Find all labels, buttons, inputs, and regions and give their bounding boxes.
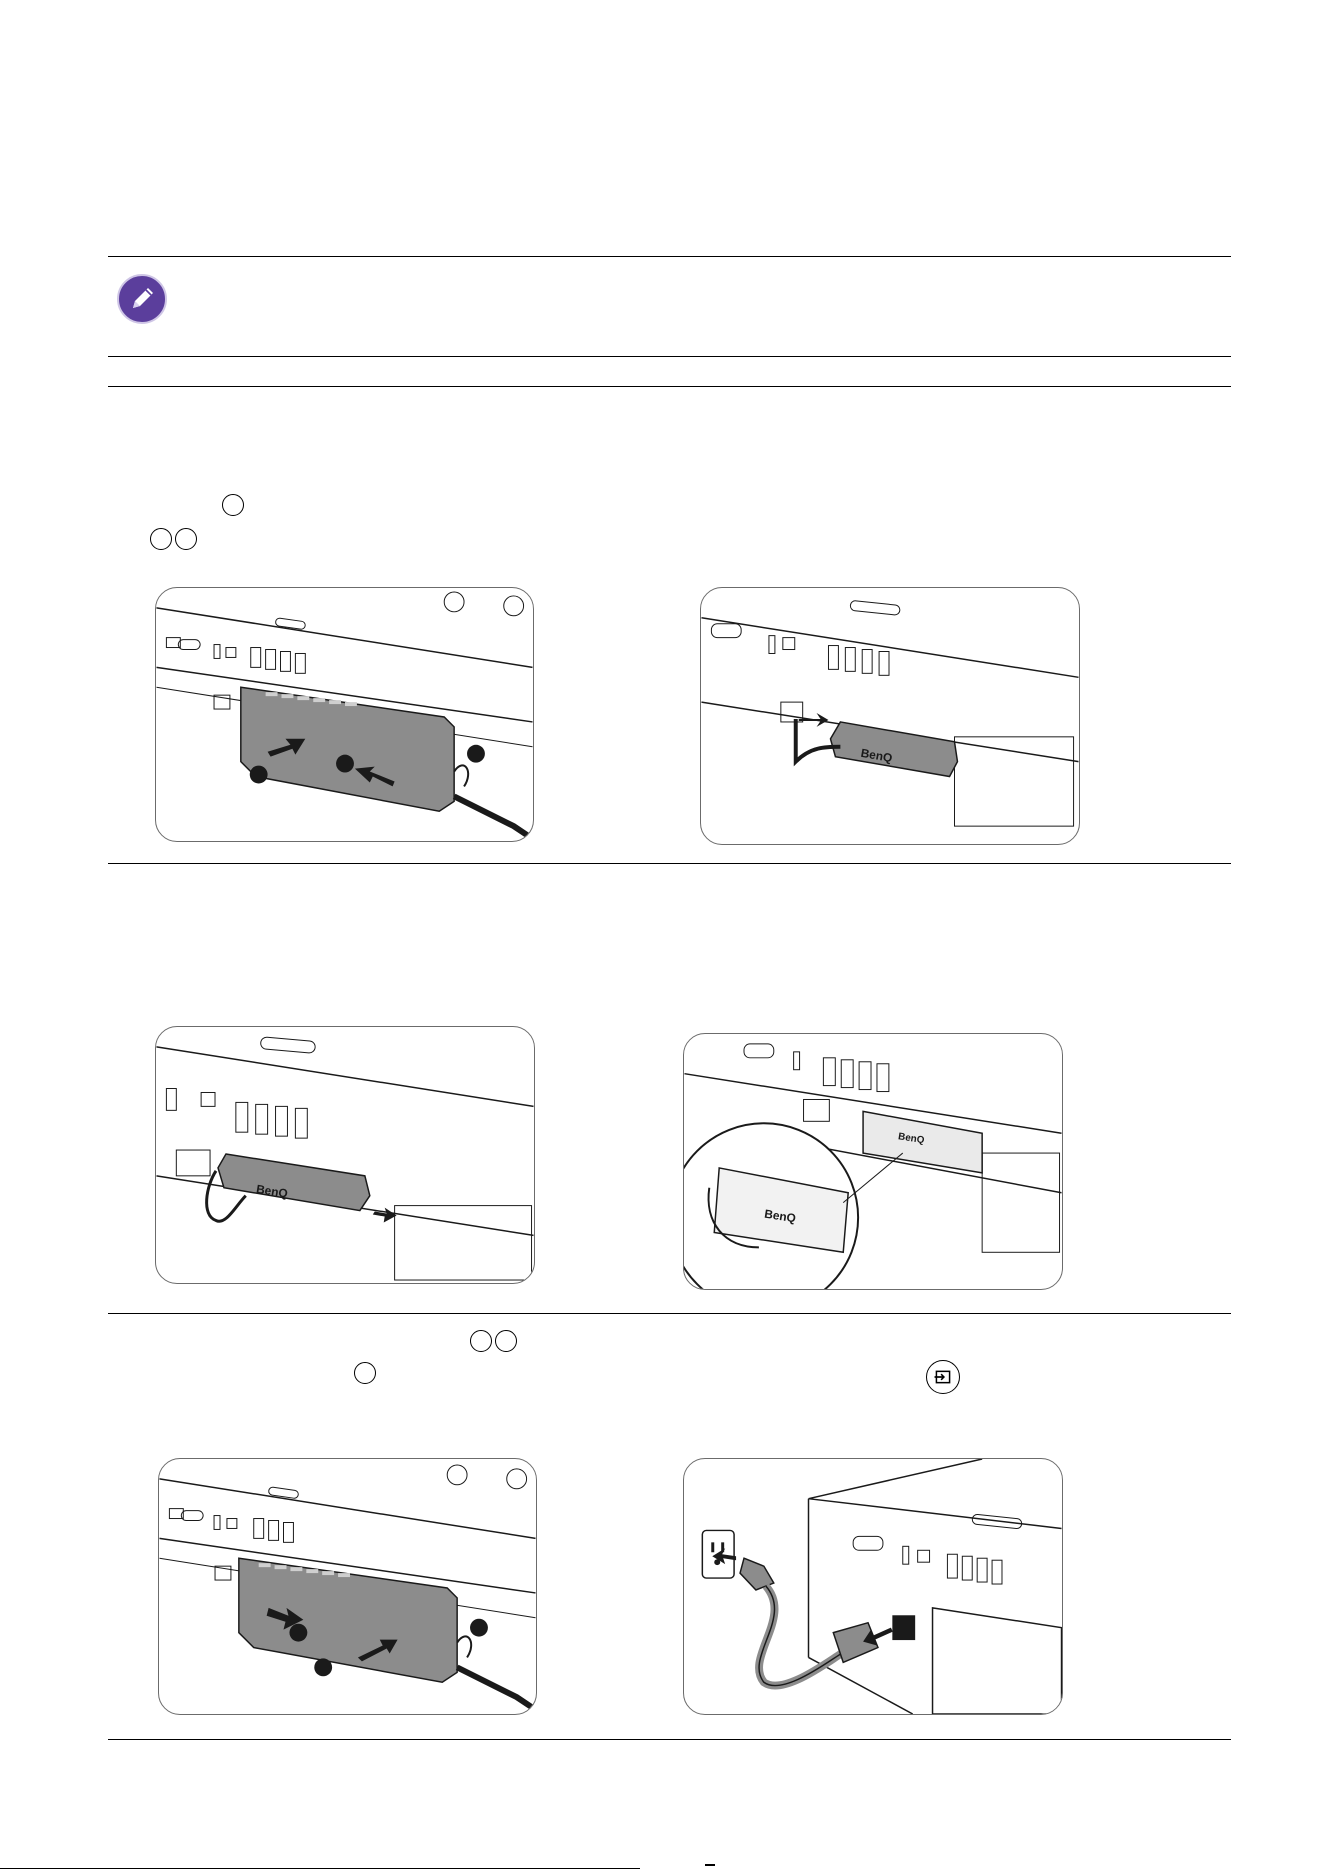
footer-rule <box>0 1868 640 1869</box>
step1-marker-c <box>175 528 197 550</box>
figure-connect-power-cord <box>683 1458 1063 1715</box>
section-rule-4 <box>108 1739 1231 1740</box>
step3-marker-c <box>354 1362 376 1384</box>
section-rule-3 <box>108 1313 1231 1314</box>
footer-page-mark <box>705 1864 715 1866</box>
section-rule-1 <box>108 386 1231 387</box>
figure-connect-dongle-power <box>700 587 1080 845</box>
dongle-brand-label-top: BenQ <box>897 1131 926 1147</box>
input-source-icon <box>926 1360 960 1394</box>
step1-marker-b <box>150 528 172 550</box>
figure-insert-dongle-slot <box>155 1026 535 1284</box>
figure-remove-dongle-cover <box>155 587 534 842</box>
note-bottom-rule <box>108 356 1231 357</box>
figure-dongle-cable-routing <box>683 1033 1063 1290</box>
dongle-brand-label: BenQ <box>859 745 894 766</box>
dongle-brand-label-detail: BenQ <box>763 1206 797 1226</box>
pencil-note-icon <box>116 273 168 325</box>
note-top-rule <box>108 256 1231 257</box>
step3-marker-b <box>495 1330 517 1352</box>
figure-replace-dongle-cover <box>158 1458 537 1715</box>
step3-marker-a <box>470 1330 492 1352</box>
section-rule-2 <box>108 863 1231 864</box>
step1-marker-a <box>222 494 244 516</box>
dongle-brand-label: BenQ <box>255 1181 289 1201</box>
